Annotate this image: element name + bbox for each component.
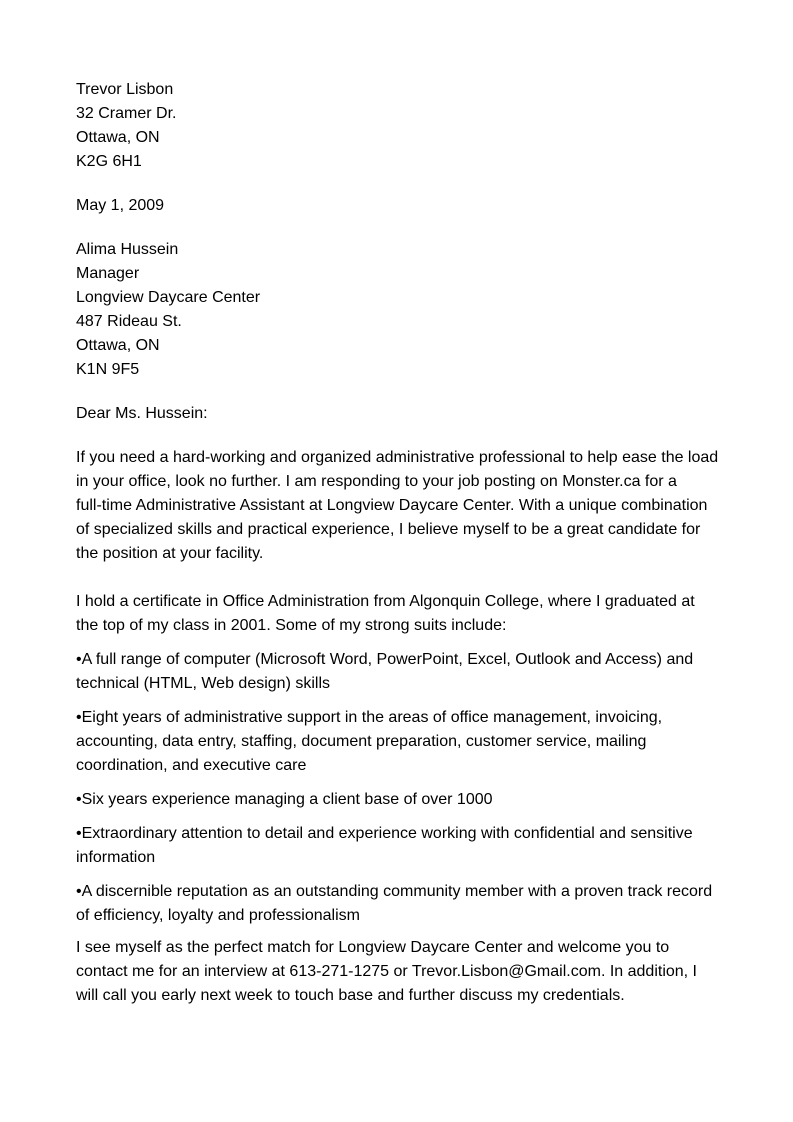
bullet-icon: • xyxy=(76,825,82,842)
list-item xyxy=(76,822,716,870)
paragraph-line: If you need a hard-working and organized administrative professional to help ease the load xyxy=(76,449,719,466)
paragraph-line: I see myself as the perfect match for Longview Daycare Center and welcome you to xyxy=(76,939,670,956)
qualifications-paragraph xyxy=(76,590,716,638)
recipient-postal: K1N 9F5 xyxy=(76,361,140,378)
paragraph-line: of specialized skills and practical experience, I believe myself to be a great candidate for xyxy=(76,521,701,538)
bullet-icon: • xyxy=(76,883,82,900)
list-item xyxy=(76,648,716,696)
bullet-icon: • xyxy=(76,709,82,726)
list-item-text: of efficiency, loyalty and professionalism xyxy=(76,907,360,924)
recipient-title: Manager xyxy=(76,265,140,282)
list-item-text: Eight years of administrative support in the areas of office management, invoicing, xyxy=(81,709,663,726)
bullet-icon: • xyxy=(76,651,82,668)
list-item-text: accounting, data entry, staffing, document preparation, customer service, mailing xyxy=(76,733,647,750)
sender-address xyxy=(76,78,716,174)
strengths-list xyxy=(76,648,716,928)
salutation: Dear Ms. Hussein: xyxy=(76,405,208,422)
list-item xyxy=(76,788,716,812)
list-item-text: Six years experience managing a client base of over 1000 xyxy=(81,791,493,808)
closing-paragraph xyxy=(76,936,716,1008)
letter-date: May 1, 2009 xyxy=(76,197,165,214)
list-item-text: Extraordinary attention to detail and experience working with confidential and sensitive xyxy=(81,825,693,842)
bullet-icon: • xyxy=(76,791,82,808)
list-item xyxy=(76,706,716,778)
paragraph-line: in your office, look no further. I am responding to your job posting on Monster.ca for a xyxy=(76,473,677,490)
sender-postal: K2G 6H1 xyxy=(76,153,142,170)
salutation-block xyxy=(76,402,716,426)
list-item-text: coordination, and executive care xyxy=(76,757,307,774)
recipient-address xyxy=(76,238,716,382)
paragraph-line: the position at your facility. xyxy=(76,545,264,562)
sender-city: Ottawa, ON xyxy=(76,129,160,146)
sender-name: Trevor Lisbon xyxy=(76,81,174,98)
paragraph-line: the top of my class in 2001. Some of my strong suits include: xyxy=(76,617,507,634)
paragraph-line: I hold a certificate in Office Administration from Algonquin College, where I graduated at xyxy=(76,593,695,610)
recipient-street: 487 Rideau St. xyxy=(76,313,182,330)
letter-date-block xyxy=(76,194,716,218)
recipient-company: Longview Daycare Center xyxy=(76,289,261,306)
intro-paragraph xyxy=(76,446,719,566)
paragraph-line: full-time Administrative Assistant at Longview Daycare Center. With a unique combination xyxy=(76,497,708,514)
sender-street: 32 Cramer Dr. xyxy=(76,105,177,122)
paragraph-line: contact me for an interview at 613-271-1275 or Trevor.Lisbon@Gmail.com. In addition, I xyxy=(76,963,697,980)
letter-page xyxy=(76,78,719,1008)
list-item-text: technical (HTML, Web design) skills xyxy=(76,675,331,692)
list-item-text: information xyxy=(76,849,156,866)
list-item-text: A full range of computer (Microsoft Word, PowerPoint, Excel, Outlook and Access) and xyxy=(81,651,694,668)
paragraph-line: will call you early next week to touch base and further discuss my credentials. xyxy=(76,987,625,1004)
recipient-city: Ottawa, ON xyxy=(76,337,160,354)
recipient-name: Alima Hussein xyxy=(76,241,179,258)
list-item xyxy=(76,880,716,928)
list-item-text: A discernible reputation as an outstanding community member with a proven track record xyxy=(81,883,713,900)
